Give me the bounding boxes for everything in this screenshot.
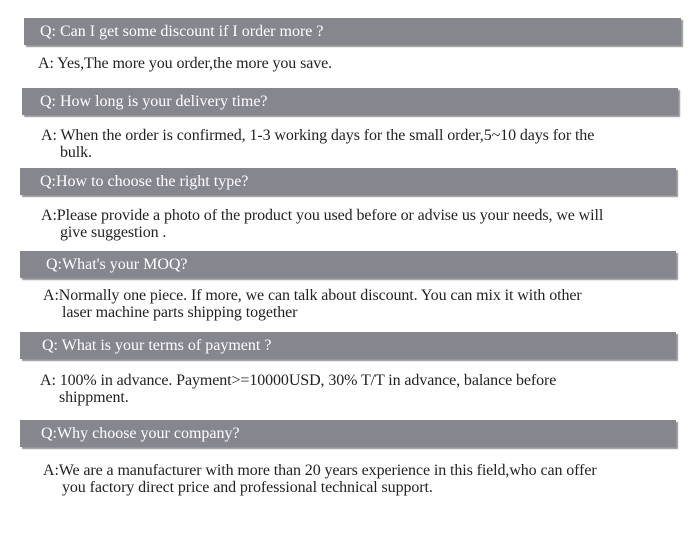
faq-question-text: Q:Why choose your company? xyxy=(41,425,240,442)
faq-answer-line: you factory direct price and professional technical support. xyxy=(62,479,433,496)
faq-question-text: Q: Can I get some discount if I order more ? xyxy=(40,23,324,40)
faq-question-text: Q: What is your terms of payment ? xyxy=(42,337,272,354)
faq-question-bar xyxy=(20,332,676,359)
faq-answer xyxy=(41,127,681,161)
faq-answer-line: shippment. xyxy=(59,389,129,406)
faq-question-bar xyxy=(22,88,678,115)
faq-answer xyxy=(40,372,680,406)
faq-answer-line: A:We are a manufacturer with more than 20 years experience in this field,who can offer xyxy=(43,462,597,479)
faq-answer-line: laser machine parts shipping together xyxy=(62,304,298,321)
faq-answer-line: bulk. xyxy=(60,144,92,161)
faq-answer-line: A:Normally one piece. If more, we can talk about discount. You can mix it with other xyxy=(43,287,582,304)
faq-answer xyxy=(43,462,693,496)
faq-question-bar xyxy=(24,18,681,45)
faq-answer-line: A: 100% in advance. Payment>=10000USD, 30% T/T in advance, balance before xyxy=(40,372,557,389)
faq-question-bar xyxy=(20,251,676,278)
faq-question-text: Q: How long is your delivery time? xyxy=(40,93,268,110)
faq-question-bar xyxy=(20,168,676,195)
faq-answer-line: A: Yes,The more you order,the more you save. xyxy=(38,55,333,72)
faq-answer-line: A:Please provide a photo of the product you used before or advise us your needs, we will xyxy=(41,207,604,224)
faq-answer xyxy=(41,207,691,241)
faq-question-text: Q:How to choose the right type? xyxy=(40,173,249,190)
faq-answer xyxy=(38,55,332,72)
faq-answer xyxy=(43,287,683,321)
faq-question-bar xyxy=(20,420,676,447)
faq-answer-line: give suggestion . xyxy=(60,224,167,241)
faq-question-text: Q:What's your MOQ? xyxy=(46,256,188,273)
faq-answer-line: A: When the order is confirmed, 1-3 working days for the small order,5~10 days for the xyxy=(41,127,595,144)
